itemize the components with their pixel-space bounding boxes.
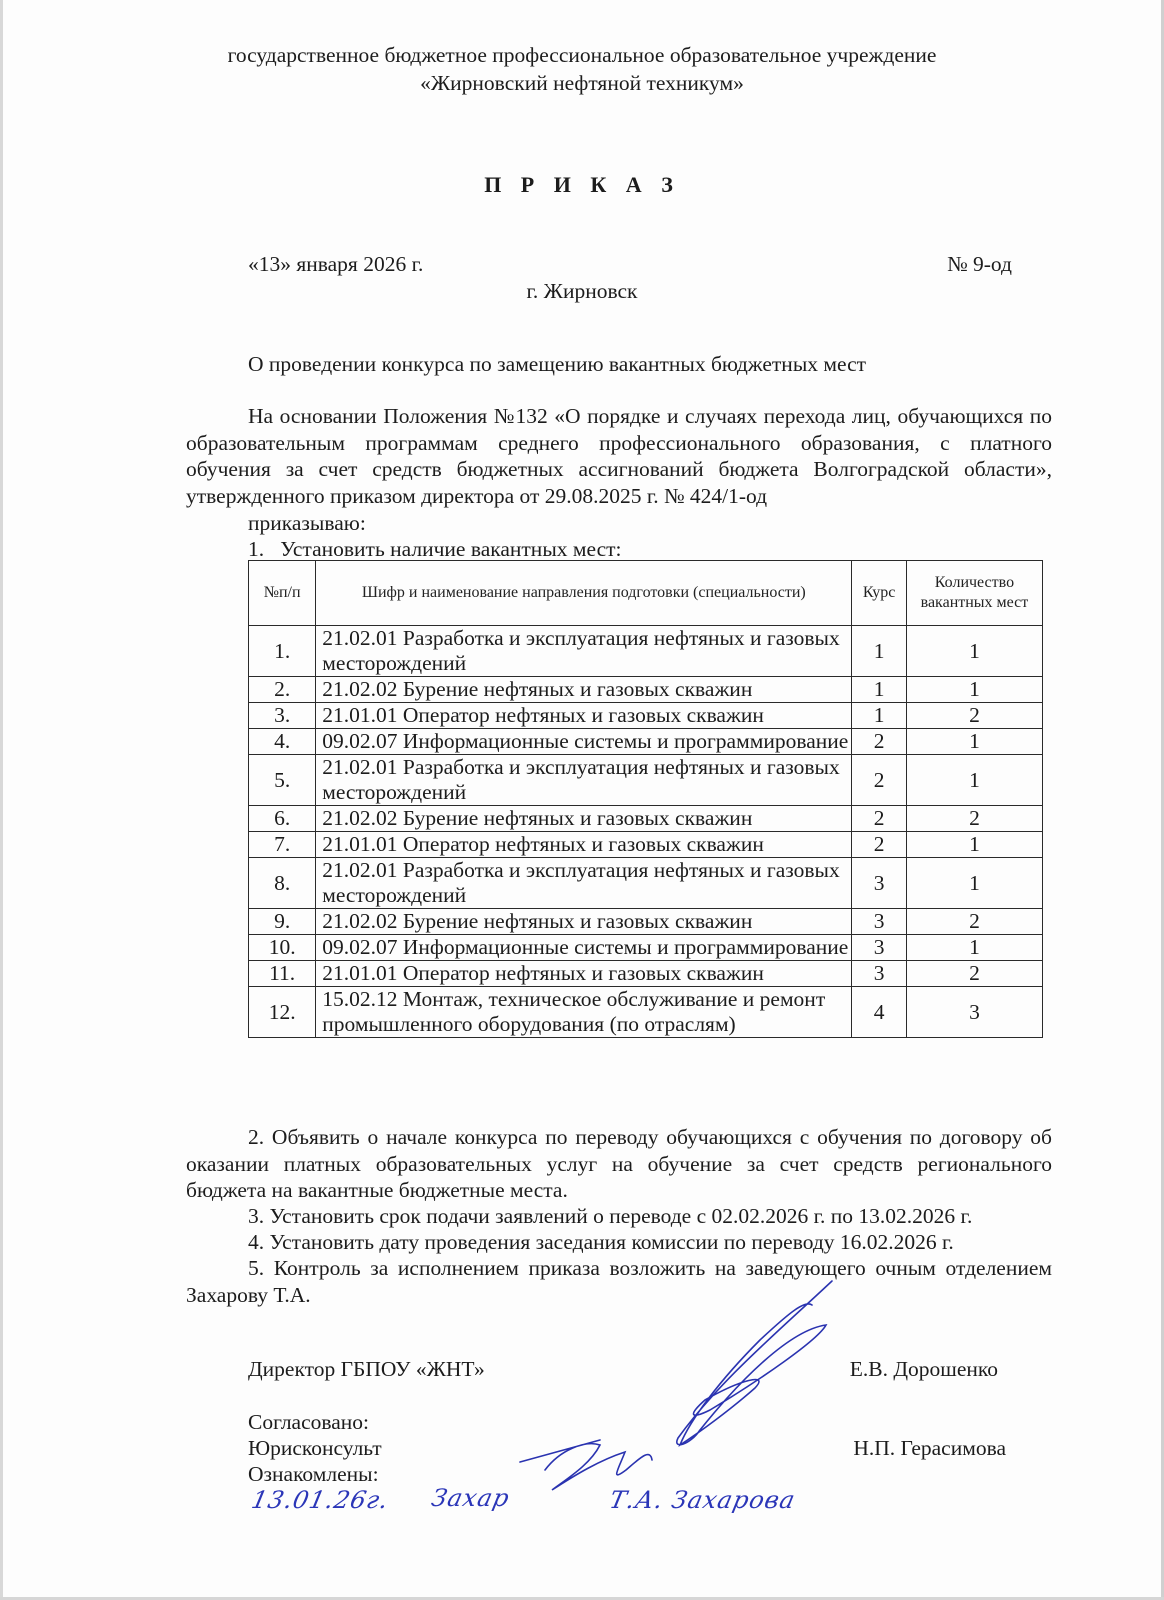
cell-name: 21.02.02 Бурение нефтяных и газовых скважин xyxy=(316,677,852,703)
cell-name: 15.02.12 Монтаж, техническое обслуживание и ремонт промышленного оборудования (по отраслям) xyxy=(316,987,852,1038)
table-body xyxy=(249,626,1043,1038)
cell-count: 1 xyxy=(906,626,1042,677)
document-date: «13» января 2026 г. xyxy=(248,252,424,276)
document-title: П Р И К А З xyxy=(484,172,680,197)
cell-count: 2 xyxy=(906,806,1042,832)
cell-course: 2 xyxy=(852,806,907,832)
cell-name: 21.02.02 Бурение нефтяных и газовых скважин xyxy=(316,806,852,832)
handwritten-name: Т.А. Захарова xyxy=(607,1486,799,1514)
header-name: Шифр и наименование направления подготовки (специальности) xyxy=(316,561,852,626)
lawyer-name: Н.П. Герасимова xyxy=(853,1436,1006,1460)
cell-course: 3 xyxy=(852,909,907,935)
item-1: 1. Установить наличие вакантных мест: xyxy=(248,537,622,561)
table-row xyxy=(249,832,1043,858)
document-city: г. Жирновск xyxy=(526,279,638,303)
header-num: №п/п xyxy=(249,561,316,626)
director-title: Директор ГБПОУ «ЖНТ» xyxy=(248,1357,485,1381)
item-5 xyxy=(186,1255,1052,1308)
cell-num: 2. xyxy=(249,677,316,703)
cell-course: 3 xyxy=(852,935,907,961)
item-4-text: 4. Установить дату проведения заседания комиссии по переводу 16.02.2026 г. xyxy=(248,1230,954,1254)
scan-edge-left xyxy=(0,0,3,1600)
cell-count: 2 xyxy=(906,703,1042,729)
item-2 xyxy=(186,1124,1052,1204)
cell-num: 5. xyxy=(249,755,316,806)
cell-name: 21.02.02 Бурение нефтяных и газовых скважин xyxy=(316,909,852,935)
table-row xyxy=(249,961,1043,987)
cell-num: 6. xyxy=(249,806,316,832)
document-number: № 9-од xyxy=(947,252,1012,276)
cell-num: 1. xyxy=(249,626,316,677)
cell-num: 4. xyxy=(249,729,316,755)
cell-count: 2 xyxy=(906,961,1042,987)
header-course: Курс xyxy=(852,561,907,626)
cell-name: 21.01.01 Оператор нефтяных и газовых скважин xyxy=(316,703,852,729)
cell-count: 2 xyxy=(906,909,1042,935)
cell-num: 10. xyxy=(249,935,316,961)
table-row xyxy=(249,909,1043,935)
cell-name: 21.02.01 Разработка и эксплуатация нефтяных и газовых месторождений xyxy=(316,755,852,806)
cell-num: 12. xyxy=(249,987,316,1038)
table-row xyxy=(249,935,1043,961)
item-3 xyxy=(186,1203,1052,1230)
cell-num: 11. xyxy=(249,961,316,987)
cell-course: 1 xyxy=(852,703,907,729)
order-word: приказываю: xyxy=(248,511,366,535)
cell-name: 09.02.07 Информационные системы и программирование xyxy=(316,729,852,755)
cell-count: 1 xyxy=(906,935,1042,961)
cell-num: 7. xyxy=(249,832,316,858)
cell-name: 21.02.01 Разработка и эксплуатация нефтяных и газовых месторождений xyxy=(316,626,852,677)
table-row xyxy=(249,755,1043,806)
cell-course: 2 xyxy=(852,832,907,858)
table-row xyxy=(249,858,1043,909)
cell-count: 1 xyxy=(906,729,1042,755)
cell-count: 1 xyxy=(906,858,1042,909)
handwritten-signature: Захар xyxy=(429,1484,513,1512)
cell-name: 21.02.01 Разработка и эксплуатация нефтяных и газовых месторождений xyxy=(316,858,852,909)
basis-text: На основании Положения №132 «О порядке и случаях перехода лиц, обучающихся по образовательным программам среднего профессионального образования, с платного обучения за счет средств бюджетных ассигнований бюджета Волгоградской области», утвержденного приказом директора от 29.08.2025 г. № 424/1-од xyxy=(186,404,1052,508)
document-subject: О проведении конкурса по замещению вакантных бюджетных мест xyxy=(248,352,867,376)
vacancies-table xyxy=(248,560,1043,1038)
cell-course: 2 xyxy=(852,755,907,806)
cell-course: 2 xyxy=(852,729,907,755)
cell-course: 4 xyxy=(852,987,907,1038)
item-2-text: 2. Объявить о начале конкурса по переводу обучающихся с обучения по договору об оказании платных образовательных услуг на обучение за счет средств регионального бюджета на вакантные бюджетные места. xyxy=(186,1125,1052,1202)
table-row xyxy=(249,677,1043,703)
cell-name: 21.01.01 Оператор нефтяных и газовых скважин xyxy=(316,832,852,858)
item-4 xyxy=(186,1229,1052,1256)
lawyer-title: Юрисконсульт xyxy=(248,1436,382,1460)
lawyer-signature-icon xyxy=(520,1440,652,1490)
table-row xyxy=(249,626,1043,677)
item-3-text: 3. Установить срок подачи заявлений о переводе с 02.02.2026 г. по 13.02.2026 г. xyxy=(248,1204,973,1228)
cell-course: 3 xyxy=(852,961,907,987)
cell-count: 1 xyxy=(906,677,1042,703)
cell-count: 1 xyxy=(906,832,1042,858)
familiar-label: Ознакомлены: xyxy=(248,1462,379,1486)
table-row xyxy=(249,703,1043,729)
table-row xyxy=(249,987,1043,1038)
cell-course: 1 xyxy=(852,677,907,703)
cell-num: 3. xyxy=(249,703,316,729)
table-row xyxy=(249,806,1043,832)
table-header-row xyxy=(249,561,1043,626)
cell-num: 8. xyxy=(249,858,316,909)
cell-name: 09.02.07 Информационные системы и программирование xyxy=(316,935,852,961)
cell-course: 3 xyxy=(852,858,907,909)
cell-num: 9. xyxy=(249,909,316,935)
agreed-label: Согласовано: xyxy=(248,1410,370,1434)
cell-count: 1 xyxy=(906,755,1042,806)
cell-course: 1 xyxy=(852,626,907,677)
table-row xyxy=(249,729,1043,755)
cell-count: 3 xyxy=(906,987,1042,1038)
handwritten-date: 13.01.26г. xyxy=(249,1486,392,1514)
header-count: Количество вакантных мест xyxy=(906,561,1042,626)
item-5-text: 5. Контроль за исполнением приказа возложить на заведующего очным отделением Захарову Т.А. xyxy=(186,1256,1052,1307)
basis-paragraph xyxy=(186,403,1052,509)
org-name-line2: «Жирновский нефтяной техникум» xyxy=(420,71,744,95)
cell-name: 21.01.01 Оператор нефтяных и газовых скважин xyxy=(316,961,852,987)
director-name: Е.В. Дорошенко xyxy=(849,1357,998,1381)
org-name-line1: государственное бюджетное профессиональное образовательное учреждение xyxy=(227,43,937,67)
